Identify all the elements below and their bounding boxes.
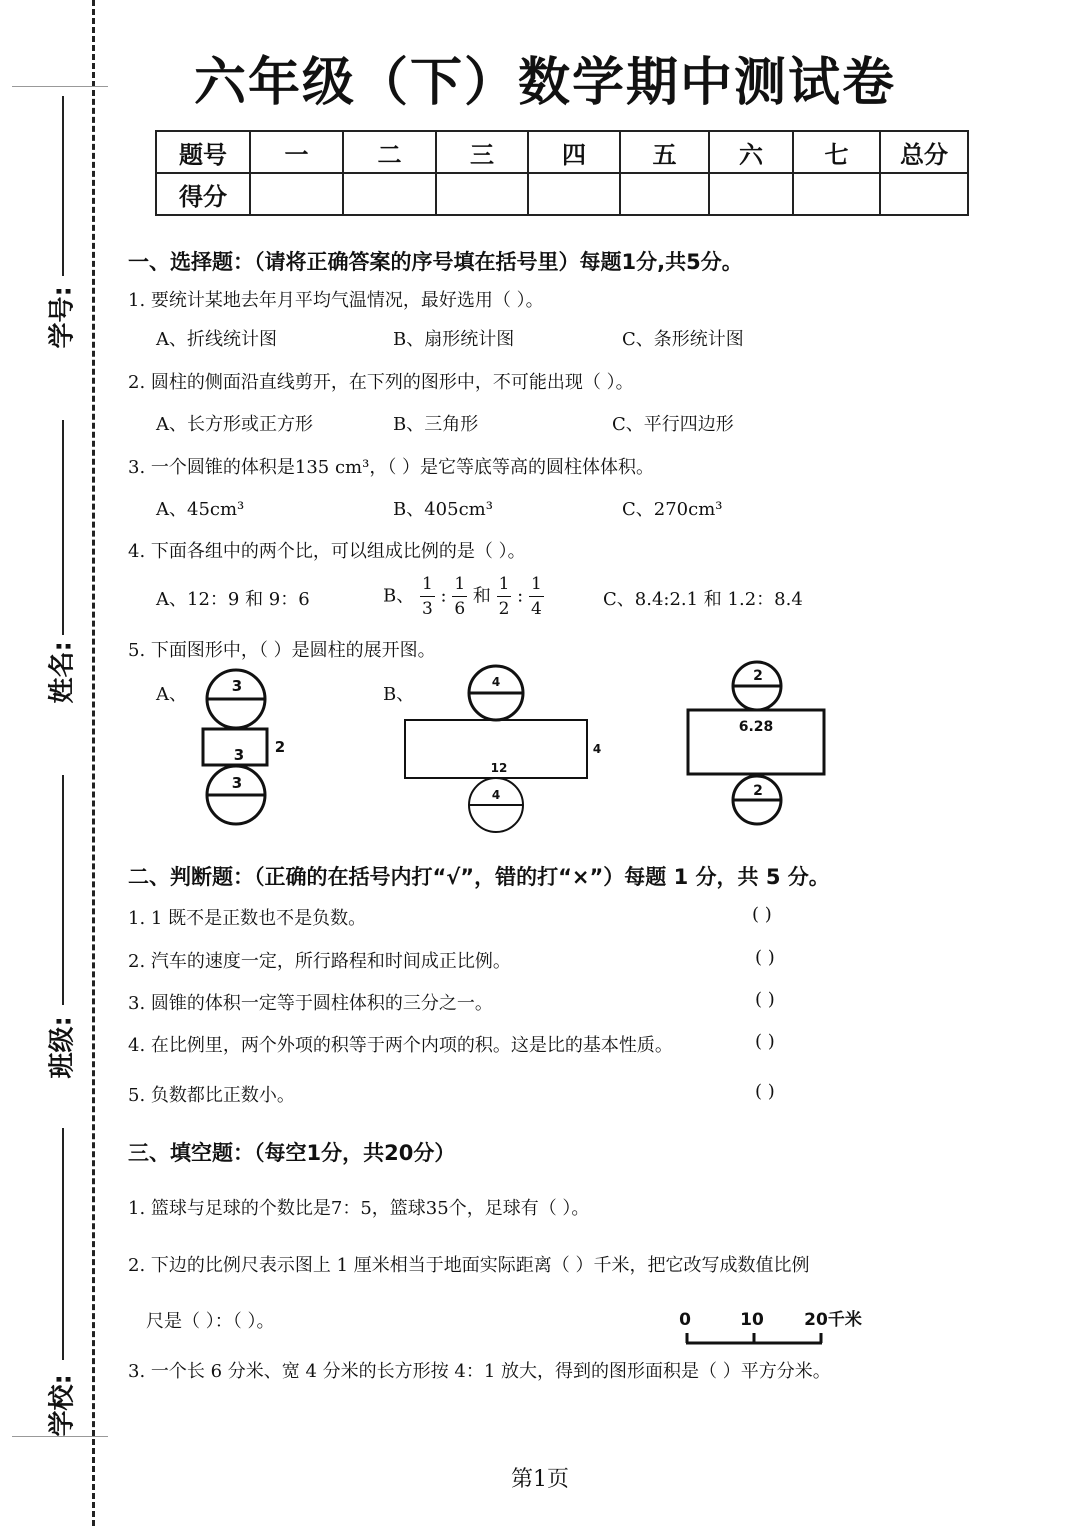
s1-q3-option-c: C、270cm³	[622, 499, 723, 520]
section2-heading: 二、判断题：（正确的在括号内打“√”，错的打“×”）每题 1 分，共 5 分。	[128, 865, 830, 889]
s1-q3-option-b: B、405cm³	[393, 499, 493, 520]
school-label: 学校:	[47, 1374, 78, 1437]
s2-answer-bracket-4[interactable]: ( )	[755, 1031, 775, 1052]
score-header-cell: 二	[343, 131, 436, 173]
s1-q2: 2. 圆柱的侧面沿直线剪开，在下列的图形中，不可能出现（ ）。	[128, 372, 634, 393]
figure-b-bottom-label: 4	[491, 788, 501, 802]
class-label: 班级:	[47, 1016, 78, 1079]
score-header-cell: 总分	[880, 131, 968, 173]
figure-c-rect-top-label: 6.28	[738, 719, 774, 735]
s1-q1: 1. 要统计某地去年月平均气温情况，最好选用（ ）。	[128, 290, 544, 311]
s2-item-2: 2. 汽车的速度一定，所行路程和时间成正比例。	[128, 951, 511, 972]
figure-a-rect-side-label: 2	[274, 738, 286, 756]
scale-label-0: 0	[679, 1310, 691, 1330]
s2-item-5: 5. 负数都比正数小。	[128, 1085, 295, 1106]
s2-item-1: 1. 1 既不是正数也不是负数。	[128, 908, 367, 929]
name-label: 姓名:	[47, 641, 78, 704]
s1-q4: 4. 下面各组中的两个比，可以组成比例的是（ ）。	[128, 541, 526, 562]
page-number: 第1页	[511, 1467, 569, 1492]
s1-q2-option-a: A、长方形或正方形	[156, 414, 313, 435]
s1-q5: 5. 下面图形中，（ ）是圆柱的展开图。	[128, 640, 436, 661]
figure-a-top-label: 3	[231, 677, 243, 695]
s1-q1-option-b: B、扇形统计图	[393, 329, 515, 350]
s3-q1: 1. 篮球与足球的个数比是7：5，篮球35个，足球有（ ）。	[128, 1198, 590, 1219]
s1-q1-option-c: C、条形统计图	[622, 329, 744, 350]
fraction: $\frac{1}{4}$	[530, 574, 542, 619]
s1-q4-option-b: B、 $\frac{1}{3}$ : $\frac{1}{6}$ 和 $\frac{1}{2}$ : $\frac{1}{4}$	[383, 574, 542, 619]
s1-q4-option-c: C、8.4:2.1 和 1.2：8.4	[603, 589, 803, 610]
section3-heading: 三、填空题：（每空1分，共20分）	[128, 1141, 456, 1165]
s1-q3-option-a: A、45cm³	[156, 499, 245, 520]
figure-a-rect-bottom-label: 3	[233, 746, 245, 764]
s1-q1-option-a: A、折线统计图	[156, 329, 277, 350]
s3-q2-line1: 2. 下边的比例尺表示图上 1 厘米相当于地面实际距离（ ）千米，把它改写成数值比例	[128, 1255, 810, 1276]
score-header-cell: 七	[793, 131, 880, 173]
s1-q2-option-c: C、平行四边形	[612, 414, 734, 435]
page-title: 六年级（下）数学期中测试卷	[193, 53, 896, 113]
figure-b-top-label: 4	[491, 675, 501, 689]
score-header-cell: 一	[250, 131, 343, 173]
s1-q5-option-a: A、	[156, 684, 187, 705]
scale-label-20: 20千米	[804, 1310, 862, 1330]
s1-q3: 3. 一个圆锥的体积是135 cm³，（ ）是它等底等高的圆柱体体积。	[128, 457, 655, 478]
scale-label-10: 10	[740, 1310, 764, 1330]
s2-item-3: 3. 圆锥的体积一定等于圆柱体积的三分之一。	[128, 993, 493, 1014]
school-line[interactable]	[62, 1128, 64, 1360]
s2-answer-bracket-5[interactable]: ( )	[755, 1081, 775, 1102]
s2-answer-bracket-1[interactable]: ( )	[752, 904, 772, 925]
figure-c-bottom-label: 2	[753, 783, 763, 799]
student-id-label: 学号:	[47, 286, 78, 349]
s1-q2-option-b: B、三角形	[393, 414, 479, 435]
s2-answer-bracket-2[interactable]: ( )	[755, 947, 775, 968]
figure-b-rect-bottom-label: 12	[490, 761, 508, 775]
fraction: $\frac{1}{2}$	[498, 574, 510, 619]
score-header-cell: 题号	[156, 131, 250, 173]
fraction: $\frac{1}{3}$	[421, 574, 433, 619]
score-row-label: 得分	[156, 173, 250, 215]
s3-q3: 3. 一个长 6 分米、宽 4 分米的长方形按 4：1 放大，得到的图形面积是（ ）平方分米。	[128, 1361, 831, 1382]
s1-q5-option-b: B、	[383, 684, 415, 705]
figure-c-top-label: 2	[753, 668, 763, 684]
section1-heading: 一、选择题：（请将正确答案的序号填在括号里）每题1分,共5分。	[128, 250, 743, 274]
s1-q4-option-a: A、12：9 和 9：6	[156, 589, 310, 610]
score-header-cell: 六	[709, 131, 793, 173]
fraction: $\frac{1}{6}$	[454, 574, 466, 619]
score-header-cell: 五	[620, 131, 709, 173]
scale-bar	[670, 1305, 870, 1350]
figure-b-rect-side-label: 4	[592, 742, 602, 756]
score-header-cell: 三	[436, 131, 528, 173]
s2-answer-bracket-3[interactable]: ( )	[755, 989, 775, 1010]
s3-q2-line2: 尺是（ ）：（ ）。	[146, 1311, 275, 1332]
option-b-label: B、	[383, 585, 415, 607]
figure-a-bottom-label: 3	[231, 774, 243, 792]
score-header-cell: 四	[528, 131, 620, 173]
s2-item-4: 4. 在比例里，两个外项的积等于两个内项的积。这是比的基本性质。	[128, 1035, 673, 1056]
